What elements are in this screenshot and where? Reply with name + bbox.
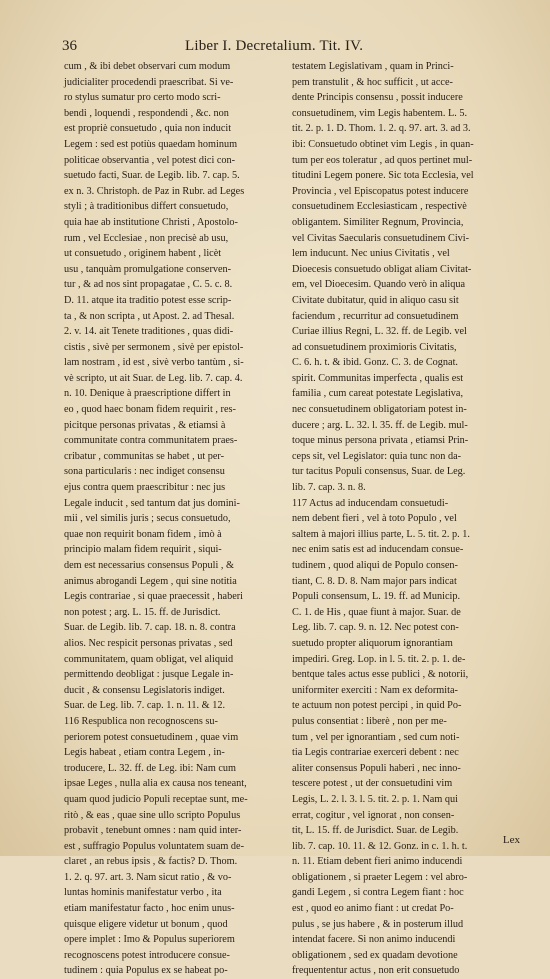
text-line: Leg. lib. 7. cap. 9. n. 12. Nec potest con-: [292, 622, 459, 634]
text-line: Dioecesis consuetudo obligat aliam Civitat-: [292, 263, 472, 275]
text-line: aliter consensus Populi haberi , nec inno-: [292, 762, 461, 774]
text-line: judicialiter procedendi praescribat. Si ve-: [64, 76, 234, 88]
text-line: uniformiter exerciti : Nam ex deformita-: [292, 684, 458, 696]
text-line: 1. 2. q. 97. art. 3. Nam sicut ratio , & vo-: [64, 871, 232, 883]
text-line: Curiae illius Regni, L. 32. ff. de Legib. vel: [292, 326, 467, 338]
text-line: tiant, C. 8. D. 8. Nam major pars indicat: [292, 575, 457, 587]
right-text-column: [292, 59, 512, 977]
text-line: ipsae Leges , nulla alia ex causa nos teneant,: [64, 778, 247, 790]
text-line: rum , vel Ecclesiae , non precisè ab usu,: [64, 232, 229, 244]
text-line: bentque tales actus esse publici , & notorii,: [292, 669, 469, 681]
text-line: styli ; à traditionibus differt consuetudo,: [64, 201, 229, 213]
running-title: Liber I. Decretalium. Tit. IV.: [185, 38, 364, 54]
text-line: suetudo facti, Suar. de Legib. lib. 7. cap. 5.: [64, 170, 240, 182]
text-line: ad consuetudinem proximioris Civitatis,: [292, 341, 457, 353]
text-line: faciendum , recurritur ad consuetudinem: [292, 310, 459, 322]
text-line: tit. 2. p. 1. D. Thom. 1. 2. q. 97. art. 3. ad 3.: [292, 123, 471, 135]
text-line: vè scripto, ut ait Suar. de Leg. lib. 7. cap. 4.: [64, 372, 243, 384]
text-line: n. 10. Denique à praescriptione differt in: [64, 388, 231, 400]
text-line: C. 6. h. t. & ibid. Gonz. C. 3. de Cognat.: [292, 357, 458, 369]
text-line: quia hae ab institutione Christi , Apostolo-: [64, 216, 238, 228]
text-line: non potest ; arg. L. 15. ff. de Jurisdict.: [64, 606, 221, 618]
text-line: recognoscens potest introducere consue-: [64, 949, 230, 961]
text-line: nem debent fieri , vel à toto Populo , vel: [292, 513, 457, 525]
text-line: toque minus persona privata , etiamsi Prin-: [292, 435, 469, 447]
text-line: titudini Legem ponere. Sic tota Ecclesia, vel: [292, 170, 474, 182]
text-line: luntas hominis manifestatur verbo , ita: [64, 887, 222, 899]
text-line: tudinem : quia Populus ex se habeat po-: [64, 965, 228, 977]
text-line: consuetudinem Ecclesiasticam , respectivè: [292, 201, 467, 213]
text-line: pem transtulit , & hoc sufficit , ut acce-: [292, 76, 453, 88]
text-line: periorem potest consuetudinem , quae vim: [64, 731, 239, 743]
text-line: est , quod eo animo fiant : ut credat Po-: [292, 903, 454, 915]
text-line: communitate contra communitatem praes-: [64, 435, 238, 447]
text-line: lem inducunt. Nec unius Civitatis , vel: [292, 248, 450, 260]
text-line: permittendo deobligat : jusque Legale in-: [64, 669, 234, 681]
text-line: tur tacitus Populi consensus, Suar. de Leg.: [292, 466, 466, 478]
text-line: usu , tanquàm promulgatione conserven-: [64, 263, 232, 275]
text-line: picitque personas privatas , & etiamsi à: [64, 419, 226, 431]
text-line: probavit , tenebunt omnes : nam quid inter-: [64, 825, 242, 837]
text-line: Civitate dubitatur, quid in aliquo casu sit: [292, 294, 459, 306]
text-line: est propriè consuetudo , quia non inducit: [64, 123, 232, 135]
text-line: opere implet : Imo & Populus superiorem: [64, 934, 235, 946]
text-line: bendi , loquendi , respondendi , &c. non: [64, 107, 229, 119]
text-line: ro stylus sumatur pro certo modo scri-: [64, 92, 221, 104]
text-line: te actuum non potest percipi , in quid Po-: [292, 700, 462, 712]
text-line: impediri. Greg. Lop. in l. 5. tit. 2. p. 1. de-: [292, 653, 466, 665]
text-line: politicae observantia , vel potest dici con-: [64, 154, 236, 166]
text-line: mii , vel similis juris ; secus consuetudo,: [64, 513, 231, 525]
text-line: spirit. Communitas imperfecta , qualis est: [292, 372, 464, 384]
text-line: communitatem, quam obligat, vel aliquid: [64, 653, 234, 665]
text-line: ibi: Consuetudo obtinet vim Legis , in quan-: [292, 138, 474, 150]
text-line: lam nostram , id est , sivè verbo tantùm , si-: [64, 357, 244, 369]
text-line: quam quod judicio Populi receptae sunt, me-: [64, 793, 248, 805]
text-line: familia , cum careat potestate Legislativa,: [292, 388, 464, 400]
text-line: Legale inducit , sed tantum dat jus domini-: [64, 497, 240, 509]
text-line: errat, cogitur , vel ignorat , non consen-: [292, 809, 455, 821]
text-line: ejus contra quem praescribitur : nec jus: [64, 482, 226, 494]
text-line: frequententur actus , non erit consuetudo: [292, 965, 460, 977]
text-line: lib. 7. cap. 3. n. 8.: [292, 482, 366, 494]
text-line: Legem : sed est potiùs quaedam hominum: [64, 138, 238, 150]
text-line: est , suffragio Populus voluntatem suam de-: [64, 840, 245, 852]
text-line: gandi Legem , si contra Legem fiant : hoc: [292, 887, 464, 899]
text-line: pulus , se jus habere , & in posterum illud: [292, 918, 464, 930]
text-line: nec enim satis est ad inducendam consue-: [292, 544, 464, 556]
text-line: ducere ; arg. L. 32. l. 35. ff. de Legib. mul-: [292, 419, 468, 431]
text-line: ceps sit, vel Legislator: quia tunc non da-: [292, 450, 462, 462]
text-line: cribatur , communitas se habet , ut per-: [64, 450, 225, 462]
text-line: ducit , & consensu Legislatoris indiget.: [64, 684, 225, 696]
left-text-column: [64, 59, 280, 977]
text-line: tit, L. 15. ff. de Jurisdict. Suar. de Legib.: [292, 825, 459, 837]
text-line: dente Principis consensu , possit inducere: [292, 92, 463, 104]
text-line: Suar. de Leg. lib. 7. cap. 1. n. 11. & 12.: [64, 700, 226, 712]
text-line: tur , & ad nos sint propagatae , C. 5. c. 8.: [64, 279, 233, 291]
text-line: etiam manifestatur facto , hoc enim unus-: [64, 903, 235, 915]
text-line: animus abrogandi Legem , qui sine notitia: [64, 575, 237, 587]
text-line: tum per eos toleratur , ad quos pertinet mul-: [292, 154, 473, 166]
text-line: dem est necessarius consensus Populi , &: [64, 560, 234, 571]
text-line: ut consuetudo , originem habent , licèt: [64, 248, 222, 260]
text-line: cum , & ibi debet observari cum modum: [64, 61, 231, 72]
text-line: obligationem , si praeter Legem : vel abro-: [292, 871, 468, 883]
text-line: sona particularis : nec indiget consensu: [64, 466, 225, 478]
text-line: consuetudinem, vim Legis habentem. L. 5.: [292, 107, 468, 119]
text-line: troducere, L. 32. ff. de Leg. ibi: Nam cum: [64, 762, 237, 774]
text-line: quae non requirit bonam fidem , imò à: [64, 528, 222, 540]
text-line: em, vel Dioecesim. Quando verò in aliqua: [292, 279, 466, 291]
text-line: tum , vel per ignorantiam , sed cum noti-: [292, 731, 460, 743]
text-line: n. 11. Etiam debent fieri animo inducendi: [292, 856, 463, 868]
text-line: saltem à majori illius parte, L. 5. tit. 2. p. 1.: [292, 528, 470, 540]
text-line: Legis contrariae , si quae praecessit , haberi: [64, 591, 244, 603]
text-line: Legis, L. 2. l. 3. l. 5. tit. 2. p. 1. Nam qui: [292, 793, 458, 805]
text-line: ex n. 3. Christoph. de Paz in Rubr. ad Leges: [64, 185, 245, 197]
text-line: Provincia , vel Episcopatus potest inducere: [292, 185, 469, 197]
text-line: C. 1. de His , quae fiunt à major. Suar. de: [292, 606, 461, 618]
text-line: 116 Respublica non recognoscens su-: [64, 715, 218, 727]
text-line: testatem Legislativam , quam in Princi-: [292, 61, 454, 72]
text-line: Suar. de Legib. lib. 7. cap. 18. n. 8. contra: [64, 622, 236, 634]
text-line: nec consuetudinem obligatoriam potest in-: [292, 404, 467, 416]
text-line: suetudo propter aliquorum ignorantiam: [292, 637, 453, 649]
text-line: D. 11. atque ita traditio potest esse scrip-: [64, 294, 232, 306]
page-number: 36: [62, 38, 77, 54]
page-header: [62, 38, 522, 58]
text-line: alios. Nec respicit personas privatas , sed: [64, 637, 233, 649]
text-line: Legis habeat , etiam contra Legem , in-: [64, 747, 225, 759]
text-line: eo , quod haec bonam fidem requirit , res-: [64, 404, 236, 416]
text-line: 117 Actus ad inducendam consuetudi-: [292, 497, 449, 509]
text-line: vel Civitas Saecularis consuetudinem Civi-: [292, 232, 470, 244]
text-line: obligantem. Similiter Regnum, Provincia,: [292, 216, 464, 228]
text-line: quisque eligere videtur ut bonum , quod: [64, 918, 228, 930]
text-line: cistis , sivè per sermonem , sivè per epistol-: [64, 341, 244, 353]
text-line: principio malam fidem requirit , siqui-: [64, 544, 222, 556]
catchword: Lex: [502, 834, 520, 846]
text-line: obligationem , sed ex quadam devotione: [292, 949, 458, 961]
text-line: 2. v. 14. ait Tenete traditiones , quas didi-: [64, 326, 234, 338]
text-line: intendat facere. Si non animo inducendi: [292, 934, 456, 946]
text-line: pulus consentiat : liberè , non per me-: [292, 715, 447, 727]
text-line: claret , an rebus ipsis , & factis? D. Thom.: [64, 856, 238, 868]
text-line: Populi consensum, L. 19. ff. ad Municip.: [292, 591, 461, 603]
text-line: tudinem , quod aliqui de Populo consen-: [292, 560, 458, 571]
text-line: ta , & non scripta , ut Apost. 2. ad Thesal.: [64, 310, 235, 322]
text-line: tescere potest , ut der consuetudini vim: [292, 778, 453, 790]
text-line: lib. 7. cap. 10. 11. & 12. Gonz. in c. 1. h. t.: [292, 840, 468, 852]
text-line: ritò , & eas , quae sine ullo scripto Populus: [64, 809, 241, 821]
text-line: tia Legis contrariae exerceri debent : nec: [292, 747, 459, 759]
